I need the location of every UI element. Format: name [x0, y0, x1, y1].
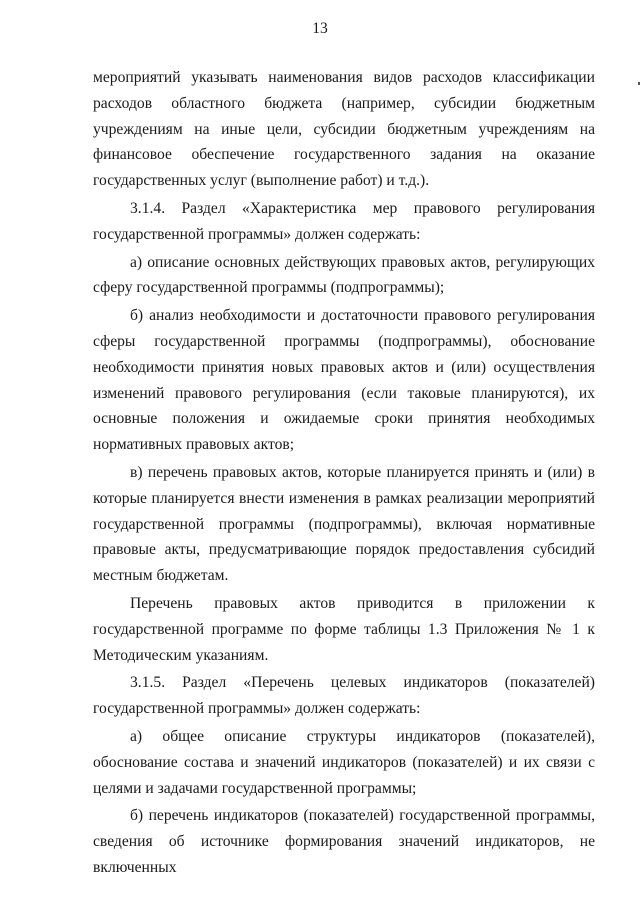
paragraph-item-b-indicators: б) перечень индикаторов (показателей) государственной программы, сведения об источнике формирования значений индикаторов, не включенных: [93, 807, 595, 876]
page-number: 13: [312, 20, 328, 37]
paragraph-item-a-legal-acts: а) описание основных действующих правовых актов, регулирующих сферу государственной программы (подпрограммы);: [93, 253, 595, 297]
paragraph-item-b-analysis: б) анализ необходимости и достаточности правового регулирования сферы государственной программы (подпрограммы), обоснование необходимости принятия новых правовых актов и (или) осуществления изменений правового регулирования (если таковые планируются), их основные положения и ожидаемые сроки принятия необходимых нормативных правовых актов;: [93, 307, 595, 454]
paragraph-item-a-indicators: а) общее описание структуры индикаторов (показателей), обоснование состава и значений индикаторов (показателей) и их связи с целями и задачами государственной программы;: [93, 727, 595, 797]
paragraph-section-3-1-4: 3.1.4. Раздел «Характеристика мер правового регулирования государственной программы» должен содержать:: [93, 199, 595, 243]
paragraph-section-3-1-5: 3.1.5. Раздел «Перечень целевых индикаторов (показателей) государственной программы» должен содержать:: [93, 674, 595, 718]
paragraph-item-v-list-of-acts: в) перечень правовых актов, которые планируется принять и (или) в которые планируется внести изменения в рамках реализации мероприятий государственной программы (подпрограммы), включая нормативные правовые акты, предусматривающие порядок предоставления субсидий местным бюджетам.: [93, 463, 595, 585]
paragraph-expense-classification: мероприятий указывать наименования видов расходов классификации расходов областного бюджета (например, субсидии бюджетным учреждениям на иные цели, субсидии бюджетным учреждениям на финансовое обеспечение государственного задания на оказание государственных услуг (выполнение работ) и т.д.).: [93, 69, 595, 190]
paragraph-list-of-acts-appendix: Перечень правовых актов приводится в приложении к государственной программе по форме таблицы 1.3 Приложения № 1 к Методическим указаниям.: [93, 594, 595, 664]
document-body: [93, 65, 595, 881]
